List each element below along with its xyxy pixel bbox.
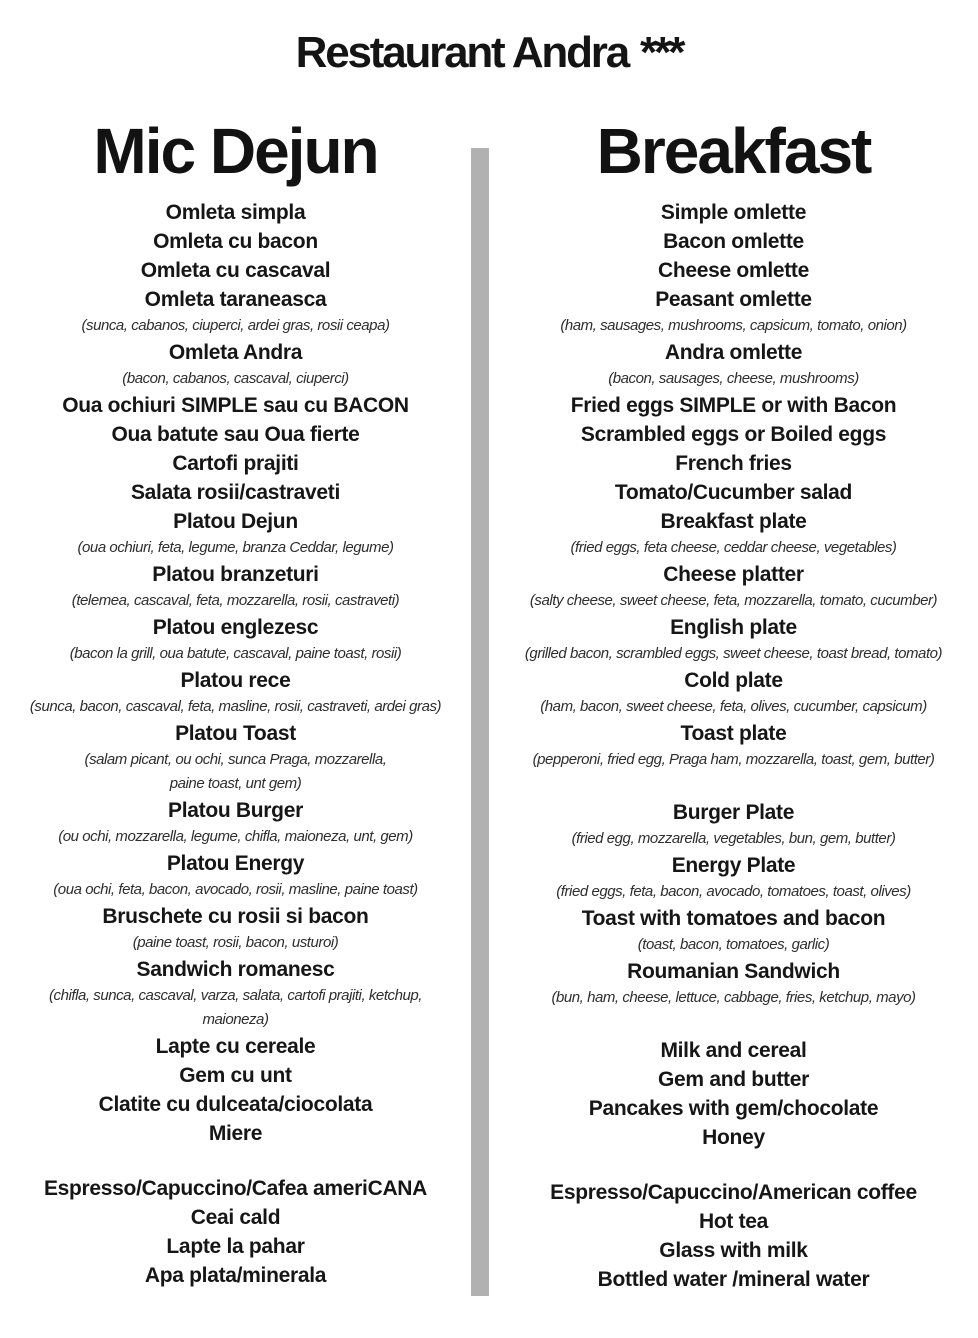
menu-item-name: Platou Toast [175, 722, 296, 745]
menu-item-description: (ham, bacon, sweet cheese, feta, olives, cucumber, capsicum) [540, 698, 927, 715]
menu-item-name: Hot tea [698, 1210, 769, 1233]
menu-item-name: Cartofi prajiti [172, 452, 299, 475]
menu-item-name: Simple omlette [660, 201, 807, 224]
menu-item-name: Pancakes with gem/chocolate [588, 1097, 879, 1120]
menu-item-name: Salata rosii/castraveti [130, 481, 341, 504]
menu-item-name: Espresso/Capuccino/American coffee [550, 1181, 917, 1204]
menu-item-name: Breakfast plate [660, 510, 807, 533]
column-mic-dejun [0, 116, 471, 1290]
column-breakfast [489, 116, 978, 1294]
menu-item-name: Cold plate [684, 669, 783, 692]
group-spacer [489, 1010, 978, 1036]
menu-item-name: French fries [675, 452, 792, 475]
menu-item-name: Scrambled eggs or Boiled eggs [580, 423, 887, 446]
menu-item-name: Apa plata/minerala [144, 1264, 327, 1287]
menu-item-description: (pepperoni, fried egg, Praga ham, mozzarella, toast, gem, butter) [532, 751, 935, 768]
menu-item-name: Platou Burger [168, 799, 303, 822]
restaurant-title [0, 0, 978, 80]
menu-item-name: Gem cu unt [179, 1064, 292, 1087]
menu-item-name: Platou Dejun [173, 510, 298, 533]
menu-item-description: (fried eggs, feta cheese, ceddar cheese, vegetables) [570, 539, 897, 556]
menu-item-name: Lapte cu cereale [155, 1035, 316, 1058]
menu-item-name: Fried eggs SIMPLE or with Bacon [570, 394, 897, 417]
menu-item-description: (fried eggs, feta, bacon, avocado, tomatoes, toast, olives) [556, 883, 911, 900]
group-spacer [489, 772, 978, 798]
group-spacer [0, 1148, 471, 1174]
menu-item-name: Bottled water /mineral water [597, 1268, 870, 1291]
menu-item-name: Omleta cu cascaval [140, 259, 331, 282]
menu-item-description: (bun, ham, cheese, lettuce, cabbage, fries, ketchup, mayo) [551, 989, 916, 1006]
column-heading-breakfast: Breakfast [596, 115, 871, 187]
menu-item-name: Cheese platter [663, 563, 804, 586]
menu-item-description: (bacon, cabanos, cascaval, ciuperci) [122, 370, 349, 387]
menu-item-name: Toast with tomatoes and bacon [581, 907, 886, 930]
restaurant-title-text: Restaurant Andra [295, 28, 628, 77]
title-stars: *** [639, 28, 683, 77]
menu-item-name: Gem and butter [658, 1068, 809, 1091]
menu-item-description: (grilled bacon, scrambled eggs, sweet cheese, toast bread, tomato) [524, 645, 943, 662]
menu-entries-mic-dejun [0, 198, 471, 1290]
menu-item-name: Bruschete cu rosii si bacon [102, 905, 369, 928]
menu-item-name: Sandwich romanesc [136, 958, 335, 981]
menu-item-description: (bacon, sausages, cheese, mushrooms) [608, 370, 859, 387]
menu-item-name: Roumanian Sandwich [627, 960, 840, 983]
menu-item-name: Cheese omlette [657, 259, 810, 282]
menu-columns [0, 116, 978, 1296]
menu-item-description: (ou ochi, mozzarella, legume, chifla, maioneza, unt, gem) [58, 828, 413, 845]
menu-item-name: Peasant omlette [655, 288, 812, 311]
menu-item-name: Andra omlette [664, 341, 803, 364]
menu-item-description: (sunca, bacon, cascaval, feta, masline, rosii, castraveti, ardei gras) [29, 698, 442, 715]
column-divider [471, 148, 489, 1296]
menu-item-name: Ceai cald [190, 1206, 281, 1229]
menu-item-name: Burger Plate [672, 801, 795, 824]
menu-item-name: Platou englezesc [152, 616, 319, 639]
menu-item-name: Platou branzeturi [152, 563, 319, 586]
menu-item-name: Platou rece [180, 669, 291, 692]
menu-item-name: Energy Plate [671, 854, 796, 877]
menu-item-name: Milk and cereal [660, 1039, 807, 1062]
menu-item-name: Oua batute sau Oua fierte [111, 423, 360, 446]
menu-item-description: (oua ochi, feta, bacon, avocado, rosii, masline, paine toast) [53, 881, 418, 898]
menu-item-name: Lapte la pahar [166, 1235, 305, 1258]
column-heading-mic-dejun: Mic Dejun [93, 115, 378, 187]
menu-item-name: Platou Energy [166, 852, 305, 875]
menu-item-name: English plate [670, 616, 797, 639]
menu-item-description: (telemea, cascaval, feta, mozzarella, rosii, castraveti) [71, 592, 400, 609]
menu-item-name: Clatite cu dulceata/ciocolata [98, 1093, 373, 1116]
menu-item-name: Omleta simpla [165, 201, 306, 224]
group-spacer [489, 1152, 978, 1178]
menu-item-name: Glass with milk [659, 1239, 808, 1262]
menu-item-name: Tomato/Cucumber salad [614, 481, 853, 504]
menu-item-name: Omleta taraneasca [144, 288, 327, 311]
menu-item-description: (salam picant, ou ochi, sunca Praga, mozzarella, [84, 751, 387, 768]
menu-item-description: (salty cheese, sweet cheese, feta, mozzarella, tomato, cucumber) [529, 592, 938, 609]
menu-item-name: Omleta cu bacon [153, 230, 318, 253]
menu-item-description: (fried egg, mozzarella, vegetables, bun, gem, butter) [571, 830, 896, 847]
menu-item-name: Omleta Andra [168, 341, 303, 364]
menu-item-name: Honey [702, 1126, 765, 1149]
menu-item-description: (chifla, sunca, cascaval, varza, salata, cartofi prajiti, ketchup, [49, 987, 422, 1004]
menu-item-description: paine toast, unt gem) [169, 775, 302, 792]
menu-item-description: (ham, sausages, mushrooms, capsicum, tomato, onion) [560, 317, 907, 334]
menu-item-description: (toast, bacon, tomatoes, garlic) [637, 936, 830, 953]
menu-item-name: Toast plate [680, 722, 787, 745]
menu-item-description: (paine toast, rosii, bacon, usturoi) [132, 934, 339, 951]
menu-item-description: (oua ochiuri, feta, legume, branza Ceddar, legume) [77, 539, 394, 556]
menu-item-name: Espresso/Capuccino/Cafea ameriCANA [43, 1177, 428, 1200]
menu-item-description: (sunca, cabanos, ciuperci, ardei gras, rosii ceapa) [81, 317, 390, 334]
menu-entries-breakfast [489, 198, 978, 1294]
menu-item-description: maioneza) [202, 1011, 269, 1028]
menu-item-description: (bacon la grill, oua batute, cascaval, paine toast, rosii) [69, 645, 402, 662]
menu-item-name: Bacon omlette [663, 230, 804, 253]
menu-item-name: Oua ochiuri SIMPLE sau cu BACON [62, 394, 409, 417]
menu-item-name: Miere [208, 1122, 263, 1145]
